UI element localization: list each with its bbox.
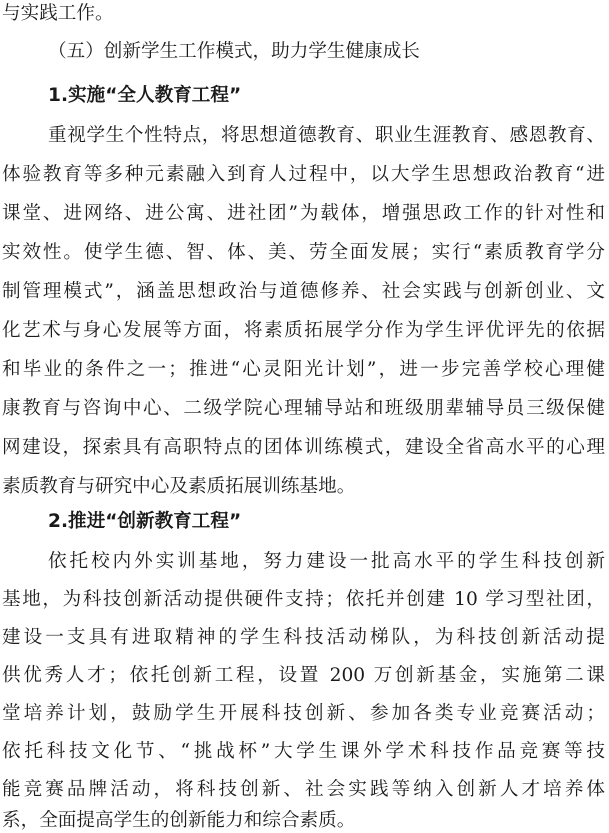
paragraph-2-line-5: 堂培养计划，鼓励学生开展科技创新、参加各类专业竞赛活动； xyxy=(2,703,605,724)
paragraph-2-line-1: 依托校内外实训基地，努力建设一批高水平的学生科技创新 xyxy=(48,551,605,572)
paragraph-1-line-5: 制管理模式”，涵盖思想政治与道德修养、社会实践与创新创业、文 xyxy=(2,281,605,302)
paragraph-2-line-8: 系，全面提高学生的创新能力和综合素质。 xyxy=(2,810,356,831)
paragraph-1-line-1: 重视学生个性特点，将思想道德教育、职业生涯教育、感恩教育、 xyxy=(48,125,605,146)
paragraph-1-line-10: 素质教育与研究中心及素质拓展训练基地。 xyxy=(2,476,356,497)
paragraph-2-line-3: 建设一支具有进取精神的学生科技活动梯队，为科技创新活动提 xyxy=(2,627,605,648)
paragraph-1-line-9: 网建设，探索具有高职特点的团体训练模式，建设全省高水平的心理 xyxy=(2,437,605,458)
paragraph-1-line-2: 体验教育等多种元素融入到育人过程中，以大学生思想政治教育“进 xyxy=(2,164,605,185)
paragraph-1-line-6: 化艺术与身心发展等方面，将素质拓展学分作为学生评优评先的依据 xyxy=(2,320,605,341)
paragraph-2-line-2: 基地，为科技创新活动提供硬件支持；依托并创建 10 学习型社团， xyxy=(2,589,605,610)
paragraph-tail-line: 与实践工作。 xyxy=(2,3,114,24)
paragraph-2-line-6: 依托科技文化节、“挑战杯”大学生课外学术科技作品竞赛等技 xyxy=(2,741,605,762)
paragraph-2-line-4: 供优秀人才；依托创新工程，设置 200 万创新基金，实施第二课 xyxy=(2,665,605,686)
paragraph-1-line-4: 实效性。使学生德、智、体、美、劳全面发展；实行“素质教育学分 xyxy=(2,242,605,263)
paragraph-1-line-8: 康教育与咨询中心、二级学院心理辅导站和班级朋辈辅导员三级保健 xyxy=(2,398,605,419)
subheading-2: 2.推进“创新教育工程” xyxy=(48,511,242,532)
paragraph-1-line-7: 和毕业的条件之一；推进“心灵阳光计划”，进一步完善学校心理健 xyxy=(2,359,605,380)
paragraph-1-line-3: 课堂、进网络、进公寓、进社团”为载体，增强思政工作的针对性和 xyxy=(2,203,605,224)
subheading-1: 1.实施“全人教育工程” xyxy=(48,85,242,106)
paragraph-2-line-7: 能竞赛品牌活动，将科技创新、社会实践等纳入创新人才培养体 xyxy=(2,779,605,800)
section-heading-5: （五）创新学生工作模式，助力学生健康成长 xyxy=(48,41,420,62)
